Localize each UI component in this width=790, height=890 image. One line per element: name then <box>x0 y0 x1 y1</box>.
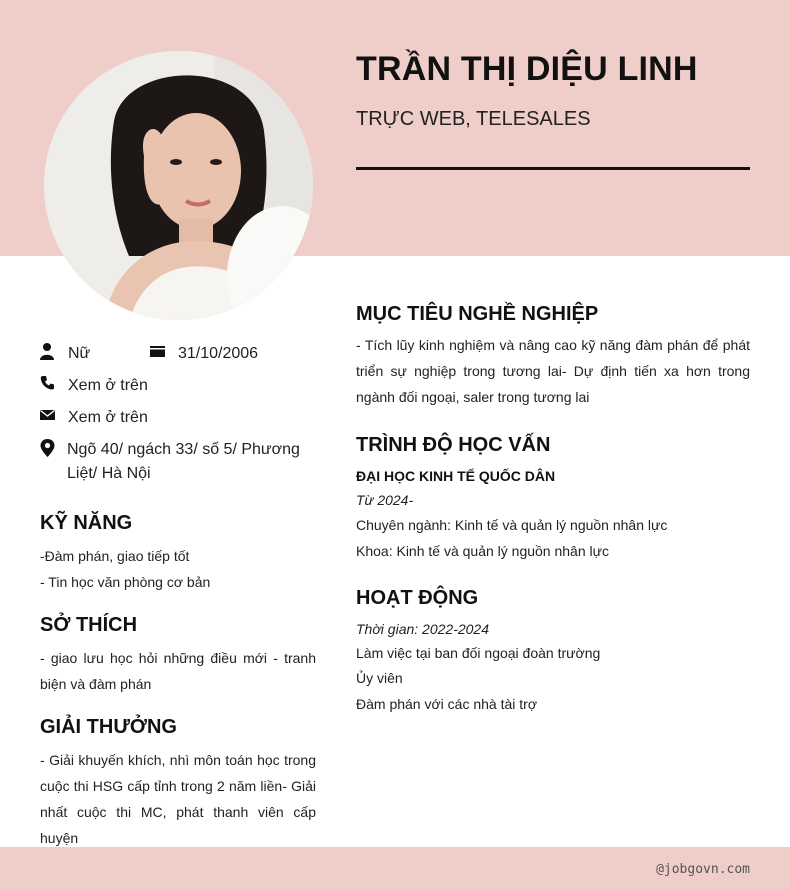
education-title: TRÌNH ĐỘ HỌC VẤN <box>356 434 551 456</box>
contact-email <box>40 406 148 430</box>
activities-title: HOẠT ĐỘNG <box>356 587 479 609</box>
activity-line: Đàm phán với các nhà tài trợ <box>356 696 537 712</box>
contact-birthday <box>150 342 258 366</box>
person-icon <box>40 342 56 359</box>
location-pin-icon <box>40 438 55 455</box>
education-period: Từ 2024- <box>356 492 414 508</box>
footer-handle: @jobgovn.com <box>656 862 750 877</box>
objective-text: - Tích lũy kinh nghiệm và nâng cao kỹ năng đàm phán để phát triển sự nghiệp trong tương lai- Dự định tiến xa hơn trong ngành đối ngoại, saler trong tương lai <box>356 337 750 405</box>
calendar-icon <box>150 342 166 359</box>
contact-phone <box>40 374 148 398</box>
contact-address <box>40 438 320 486</box>
awards-title: GIẢI THƯỞNG <box>40 716 177 738</box>
phone-icon <box>40 374 56 391</box>
email-value: Xem ở trên <box>68 409 148 426</box>
hobbies-text: - giao lưu học hỏi những điều mới - tranh biện và đàm phán <box>40 650 316 692</box>
contact-gender <box>40 342 90 366</box>
skill-item: - Tin học văn phòng cơ bản <box>40 574 211 590</box>
phone-value: Xem ở trên <box>68 377 148 394</box>
skill-item: -Đàm phán, giao tiếp tốt <box>40 548 190 564</box>
gender-value: Nữ <box>68 345 91 362</box>
address-value: Ngõ 40/ ngách 33/ số 5/ Phương Liệt/ Hà Nội <box>67 441 300 482</box>
activity-line: Ủy viên <box>356 670 403 686</box>
objective-title: MỤC TIÊU NGHỀ NGHIỆP <box>356 303 599 325</box>
candidate-job-title: TRỰC WEB, TELESALES <box>356 108 591 130</box>
education-faculty: Khoa: Kinh tế và quản lý nguồn nhân lực <box>356 543 609 559</box>
header-divider <box>356 167 750 170</box>
profile-photo <box>44 51 313 320</box>
education-school: ĐẠI HỌC KINH TẾ QUỐC DÂN <box>356 468 556 484</box>
hobbies-title: SỞ THÍCH <box>40 614 138 636</box>
activity-line: Làm việc tại ban đối ngoại đoàn trường <box>356 645 601 661</box>
candidate-name: TRẦN THỊ DIỆU LINH <box>356 50 698 88</box>
birthday-value: 31/10/2006 <box>178 345 259 362</box>
awards-text: - Giải khuyến khích, nhì môn toán học trong cuộc thi HSG cấp tỉnh trong 2 năm liền- Giải nhất cuộc thi MC, phát thanh viên cấp huyện <box>40 752 316 846</box>
activities-period: Thời gian: 2022-2024 <box>356 621 489 637</box>
education-major: Chuyên ngành: Kinh tế và quản lý nguồn nhân lực <box>356 517 668 533</box>
mail-icon <box>40 406 56 423</box>
skills-title: KỸ NĂNG <box>40 512 133 534</box>
